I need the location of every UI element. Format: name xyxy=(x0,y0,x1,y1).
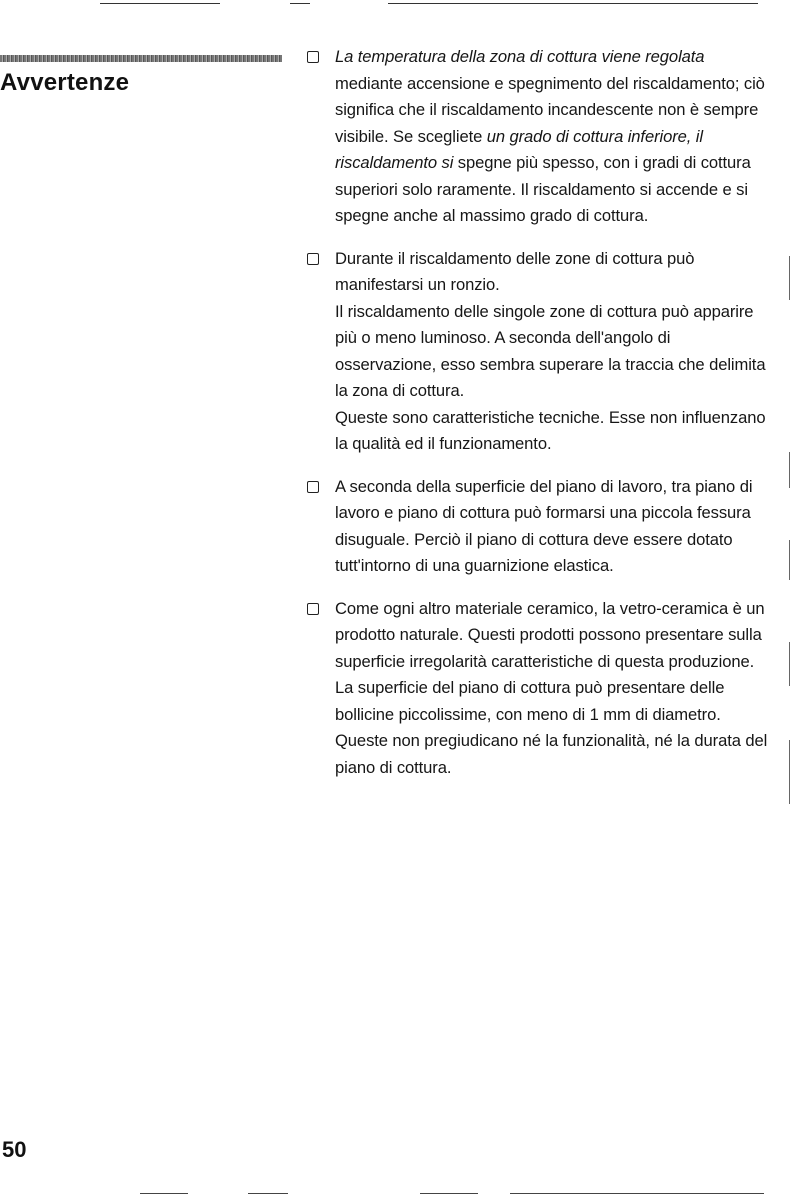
note-item xyxy=(307,474,769,580)
note-text: mediante accensione e spegnimento del riscaldamento; ciò significa che il riscaldamento incandescente non è sempre visibile. Se scegliete xyxy=(335,73,765,146)
page-number: 50 xyxy=(2,1137,27,1162)
top-rule xyxy=(388,3,758,4)
note-item xyxy=(307,596,769,782)
bottom-rule xyxy=(140,1193,188,1194)
note-item xyxy=(307,44,769,230)
note-italic-lead: La temperatura della zona di cottura viene regolata xyxy=(335,47,705,66)
bottom-rule xyxy=(248,1193,288,1194)
note-paragraph: Queste sono caratteristiche tecniche. Esse non influenzano la qualità ed il funzionamento. xyxy=(335,407,766,453)
heading-decor-bar xyxy=(0,55,282,62)
note-paragraph: Durante il riscaldamento delle zone di cottura può manifestarsi un ronzio. xyxy=(335,248,695,294)
note-item xyxy=(307,246,769,458)
notes-list xyxy=(307,44,769,797)
top-rule xyxy=(290,3,310,4)
top-rule xyxy=(100,3,220,4)
note-italic-mid: un grado di cottura inferiore, il riscaldamento si xyxy=(335,126,703,172)
note-paragraph xyxy=(335,44,769,230)
checkbox-square-icon xyxy=(307,603,319,615)
note-paragraph: Il riscaldamento delle singole zone di cottura può apparire più o meno luminoso. A seconda dell'angolo di osservazione, esso sembra superare la traccia che delimita la zona di cottura. xyxy=(335,301,766,400)
section-heading: Avvertenze xyxy=(0,69,130,96)
checkbox-square-icon xyxy=(307,253,319,265)
bottom-rule xyxy=(420,1193,478,1194)
note-text: spegne più spesso, con i gradi di cottura superiori solo raramente. Il riscaldamento si accende e si spegne anche al massimo grado di cottura. xyxy=(335,153,751,225)
checkbox-square-icon xyxy=(307,481,319,493)
note-paragraph: Queste non pregiudicano né la funzionalità, né la durata del piano di cottura. xyxy=(335,731,768,777)
bottom-rule xyxy=(510,1193,764,1194)
checkbox-square-icon xyxy=(307,51,319,63)
note-paragraph: A seconda della superficie del piano di lavoro, tra piano di lavoro e piano di cottura può formarsi una piccola fessura disuguale. Perciò il piano di cottura deve essere dotato tutt'intorno di una guarnizione elastica. xyxy=(335,476,753,575)
note-paragraph: Come ogni altro materiale ceramico, la vetro-ceramica è un prodotto naturale. Questi prodotti possono presentare sulla superficie irregolarità caratteristiche di questa produzione. La superficie del piano di cottura può presentare delle bollicine piccolissime, con meno di 1 mm di diametro. xyxy=(335,598,765,724)
